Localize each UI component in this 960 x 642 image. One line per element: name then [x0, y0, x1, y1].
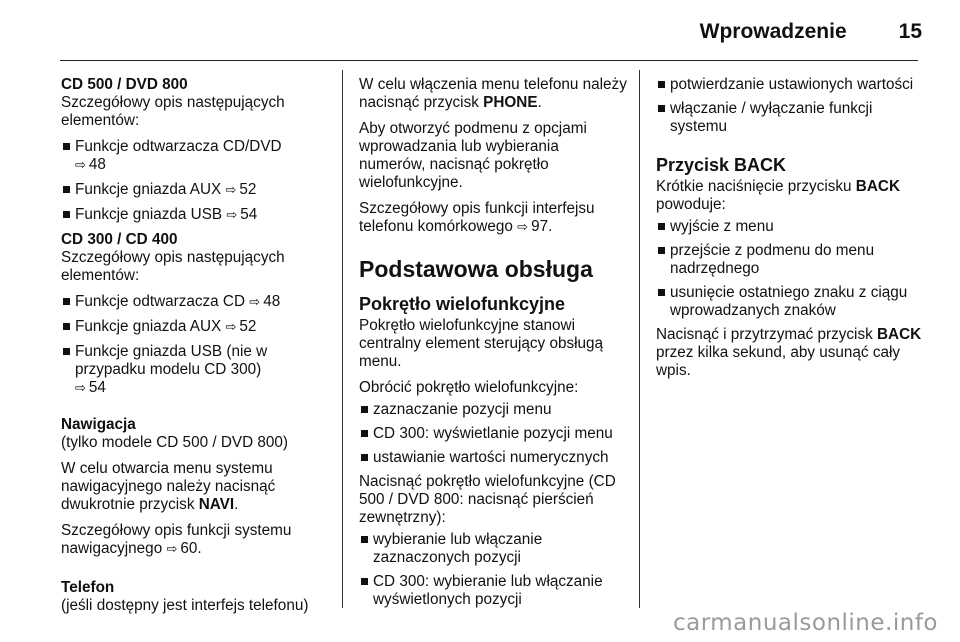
section-heading-navigation: Nawigacja: [61, 416, 136, 433]
list-item: [61, 318, 323, 337]
page-reference: 48: [263, 293, 281, 310]
paragraph: Aby otworzyć podmenu z opcjami wprowadzania lub wybierania numerów, nacisnąć pokrętło wielofunkcyjne.: [359, 120, 587, 191]
arrow-reference-icon: ⇨: [166, 542, 178, 557]
paragraph: Pokrętło wielofunkcyjne stanowi centralny element sterujący obsługą menu.: [359, 317, 604, 370]
paragraph: Szczegółowy opis funkcji systemu nawigacyjnego ⇨ 60.: [61, 522, 292, 557]
arrow-reference-icon: ⇨: [225, 183, 237, 198]
paragraph: W celu otwarcia menu systemu nawigacyjnego należy nacisnąć dwukrotnie przycisk NAVI.: [61, 460, 276, 513]
bullet-icon: [63, 186, 70, 193]
column-divider: [342, 70, 343, 608]
key-name: BACK: [877, 326, 922, 343]
bullet-icon: [658, 289, 665, 296]
arrow-reference-icon: ⇨: [226, 208, 238, 223]
list-item: [61, 206, 323, 225]
list-item: wybieranie lub włączanie zaznaczonych pozycji: [359, 531, 629, 567]
list-item: włączanie / wyłączanie funkcji systemu: [656, 100, 926, 136]
page-reference: 48: [88, 156, 106, 173]
list-item-text: Funkcje odtwarzacza CD/DVD: [75, 138, 282, 155]
bullet-icon: [361, 578, 368, 585]
list-item: [61, 293, 323, 312]
arrow-reference-icon: ⇨: [249, 295, 261, 310]
subsection-title-multifunction-knob: Pokrętło wielofunkcyjne: [359, 294, 566, 314]
bullet-icon: [658, 223, 665, 230]
list-item-text: Funkcje gniazda USB (nie w przypadku modelu CD 300): [75, 343, 268, 378]
bullet-icon: [658, 105, 665, 112]
list-item-text: Funkcje gniazda AUX: [75, 181, 222, 198]
paragraph: (jeśli dostępny jest interfejs telefonu): [61, 597, 309, 614]
list-item: CD 300: wyświetlanie pozycji menu: [359, 425, 629, 443]
bullet-icon: [658, 247, 665, 254]
list-item-text: Funkcje gniazda AUX: [75, 318, 222, 335]
paragraph: W celu włączenia menu telefonu należy nacisnąć przycisk PHONE.: [359, 76, 627, 111]
section-heading-cd300: CD 300 / CD 400: [61, 231, 178, 248]
arrow-reference-icon: ⇨: [75, 158, 86, 173]
list-item: potwierdzanie ustawionych wartości: [656, 76, 926, 94]
bullet-icon: [63, 211, 70, 218]
paragraph: Obrócić pokrętło wielofunkcyjne:: [359, 379, 579, 396]
bullet-icon: [361, 536, 368, 543]
section-heading-cd500: CD 500 / DVD 800: [61, 76, 188, 93]
page-reference: 52: [239, 181, 257, 198]
list-item: [61, 343, 323, 398]
list-item: [61, 181, 323, 200]
list-item: CD 300: wybieranie lub włączanie wyświetlonych pozycji: [359, 573, 629, 609]
bullet-icon: [63, 143, 70, 150]
list-item: usunięcie ostatniego znaku z ciągu wprowadzanych znaków: [656, 284, 926, 320]
list-item: wyjście z menu: [656, 218, 926, 236]
bullet-icon: [63, 323, 70, 330]
page-title: Wprowadzenie: [699, 20, 847, 43]
paragraph: Nacisnąć i przytrzymać przycisk BACK przez kilka sekund, aby usunąć cały wpis.: [656, 326, 922, 379]
list-item: przejście z podmenu do menu nadrzędnego: [656, 242, 926, 278]
page-reference: 54: [240, 206, 258, 223]
page-reference: 97.: [531, 218, 553, 235]
column-1: [61, 76, 323, 623]
bullet-icon: [361, 406, 368, 413]
bullet-icon: [361, 430, 368, 437]
paragraph: Szczegółowy opis następujących elementów:: [61, 249, 285, 284]
list-item-text: Funkcje gniazda USB: [75, 206, 223, 223]
subsection-title-back-button: Przycisk BACK: [656, 155, 787, 175]
page-header: [60, 14, 922, 50]
bullet-icon: [361, 454, 368, 461]
arrow-reference-icon: ⇨: [75, 381, 86, 396]
section-title-basic-operation: Podstawowa obsługa: [359, 256, 593, 282]
key-name: BACK: [855, 178, 900, 195]
paragraph: Szczegółowy opis następujących elementów:: [61, 94, 285, 129]
page-reference: 60.: [180, 540, 202, 557]
column-3: [656, 76, 926, 388]
column-2: [359, 76, 629, 615]
arrow-reference-icon: ⇨: [225, 320, 237, 335]
list-item-text: Funkcje odtwarzacza CD: [75, 293, 246, 310]
watermark: carmanualsonline.info: [672, 610, 938, 636]
bullet-icon: [63, 298, 70, 305]
key-name: NAVI: [198, 496, 235, 513]
paragraph: Krótkie naciśnięcie przycisku BACK powoduje:: [656, 178, 900, 213]
column-divider: [639, 70, 640, 608]
list-item: zaznaczanie pozycji menu: [359, 401, 629, 419]
page-number: 15: [898, 20, 922, 43]
list-item: ustawianie wartości numerycznych: [359, 449, 629, 467]
page-reference: 52: [239, 318, 257, 335]
bullet-icon: [63, 348, 70, 355]
list-item: [61, 138, 323, 175]
header-rule: [60, 60, 918, 61]
paragraph: Nacisnąć pokrętło wielofunkcyjne (CD 500 / DVD 800: nacisnąć pierścień zewnętrzny):: [359, 473, 616, 526]
paragraph: Szczegółowy opis funkcji interfejsu telefonu komórkowego ⇨ 97.: [359, 200, 595, 235]
arrow-reference-icon: ⇨: [517, 220, 529, 235]
page-reference: 54: [88, 379, 106, 396]
key-name: PHONE: [483, 94, 538, 111]
section-heading-phone: Telefon: [61, 579, 115, 596]
paragraph: (tylko modele CD 500 / DVD 800): [61, 434, 288, 451]
bullet-icon: [658, 81, 665, 88]
